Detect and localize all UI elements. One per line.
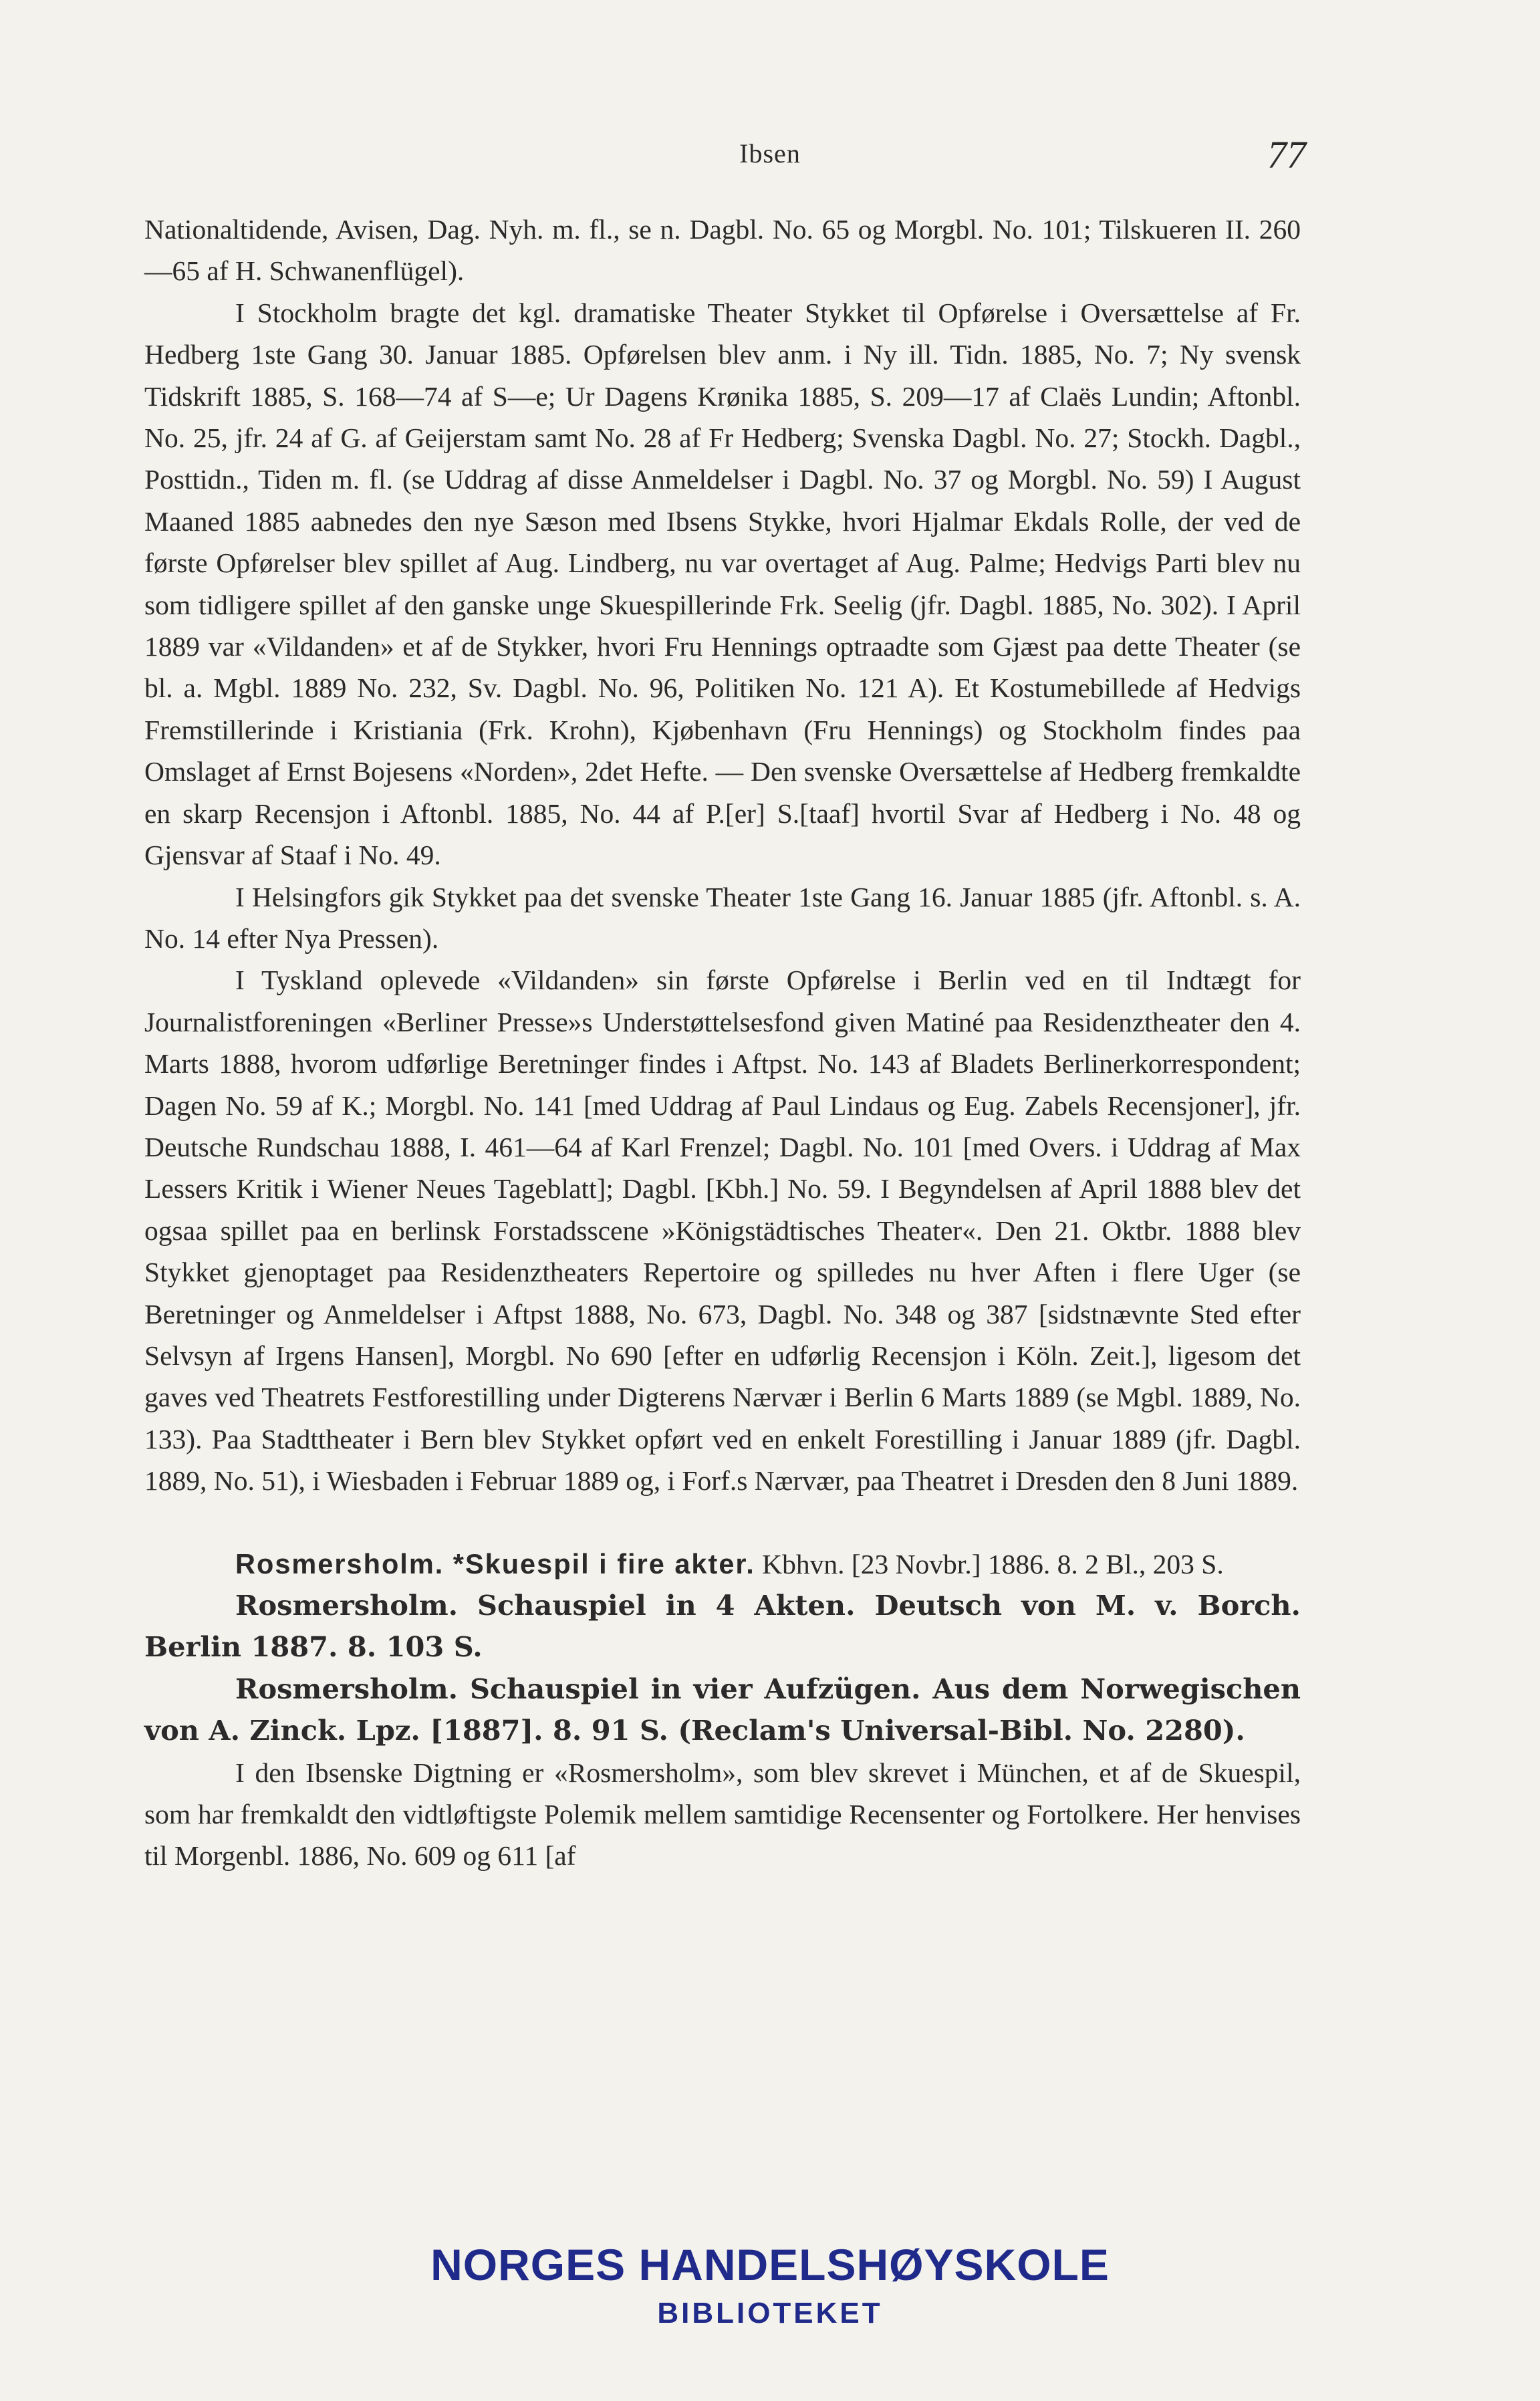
stamp-line-2: BIBLIOTEKET	[657, 2297, 883, 2329]
paragraph-helsingfors: I Helsingfors gik Stykket paa det svenske Theater 1ste Gang 16. Januar 1885 (jfr. Aftonbl. s. A. No. 14 efter Nya Pressen).	[144, 881, 1301, 954]
stamp-line-1: NORGES HANDELSHØYSKOLE	[430, 2240, 1110, 2289]
body-text	[144, 209, 1301, 1877]
page-number: 77	[1267, 133, 1306, 176]
paragraph-rosmersholm: I den Ibsenske Digtning er «Rosmersholm», som blev skrevet i München, et af de Skuespil, som har fremkaldt den vidtløftigste Polemik mellem samtidige Recensenter og Fortolkere. Her henvises til Morgenbl. 1886, No. 609 og 611 [af	[144, 1757, 1301, 1872]
entry-heading	[144, 1543, 1301, 1585]
entry-title: Rosmersholm. *Skuespil i fire akter.	[235, 1547, 755, 1579]
paragraph-tyskland: I Tyskland oplevede «Vildanden» sin første Opførelse i Berlin ved en til Indtægt for Journalistforeningen «Berliner Presse»s Understøttelsesfond given Matiné paa Residenztheater den 4. Marts 1888, hvorom udførlige Beretninger findes i Aftpst. No. 143 af Bladets Berlinerkorrespondent; Dagen No. 59 af K.; Morgbl. No. 141 [med Uddrag af Paul Lindaus og Eug. Zabels Recensjoner], jfr. Deutsche Rundschau 1888, I. 461—64 af Karl Frenzel; Dagbl. No. 101 [med Overs. i Uddrag af Max Lessers Kritik i Wiener Neues Tageblatt]; Dagbl. [Kbh.] No. 59. I Begyndelsen af April 1888 blev det ogsaa spillet paa en berlinsk Forstadsscene »Königstädtisches Theater«. Den 21. Oktbr. 1888 blev Stykket gjenoptaget paa Residenztheaters Repertoire og spilledes nu hver Aften i flere Uger (se Beretninger og Anmeldelser i Aftpst 1888, No. 673, Dagbl. No. 348 og 387 [sidstnævnte Sted efter Selvsyn af Irgens Hansen], Morgbl. No 690 [efter en udførlig Recensjon i Köln. Zeit.], ligesom det gaves ved Theatrets Festforestilling under Digterens Nærvær i Berlin 6 Marts 1889 (se Mgbl. 1889, No. 133). Paa Stadttheater i Bern blev Stykket opført ved en enkelt Forestilling i Januar 1889 (jfr. Dagbl. 1889, No. 51), i Wiesbaden i Februar 1889 og, i Forf.s Nærvær, paa Theatret i Dresden den 8 Juni 1889.	[144, 965, 1301, 1497]
translation-entry-borch: Rosmersholm. Schauspiel in 4 Akten. Deutsch von M. v. Borch. Berlin 1887. 8. 103 S.	[144, 1589, 1301, 1664]
translation-entry-zinck: Rosmersholm. Schauspiel in vier Aufzügen. Aus dem Norwegischen von A. Zinck. Lpz. [1887]. 8. 91 S. (Reclam's Universal-Bibl. No. 2280).	[144, 1672, 1301, 1747]
section-gap	[144, 1502, 1301, 1543]
paragraph-continuation: Nationaltidende, Avisen, Dag. Nyh. m. fl., se n. Dagbl. No. 65 og Morgbl. No. 101; Tilskueren II. 260—65 af H. Schwanenflügel).	[144, 214, 1301, 287]
entry-details: Kbhvn. [23 Novbr.] 1886. 8. 2 Bl., 203 S.	[762, 1548, 1224, 1579]
library-stamp	[0, 2239, 1540, 2330]
running-head: Ibsen	[739, 138, 801, 168]
paragraph-stockholm: I Stockholm bragte det kgl. dramatiske Theater Stykket til Opførelse i Oversættelse af Fr. Hedberg 1ste Gang 30. Januar 1885. Opførelsen blev anm. i Ny ill. Tidn. 1885, No. 7; Ny svensk Tidskrift 1885, S. 168—74 af S—e; Ur Dagens Krønika 1885, S. 209—17 af Claës Lundin; Aftonbl. No. 25, jfr. 24 af G. af Geijerstam samt No. 28 af Fr Hedberg; Svenska Dagbl. No. 27; Stockh. Dagbl., Posttidn., Tiden m. fl. (se Uddrag af disse Anmeldelser i Dagbl. No. 37 og Morgbl. No. 59) I August Maaned 1885 aabnedes den nye Sæson med Ibsens Stykke, hvori Hjalmar Ekdals Rolle, der ved de første Opførelser blev spillet af Aug. Lindberg, nu var overtaget af Aug. Palme; Hedvigs Parti blev nu som tidligere spillet af den ganske unge Skuespillerinde Frk. Seelig (jfr. Dagbl. 1885, No. 302). I April 1889 var «Vildanden» et af de Stykker, hvori Fru Hennings optraadte som Gjæst paa dette Theater (se bl. a. Mgbl. 1889 No. 232, Sv. Dagbl. No. 96, Politiken No. 121 A). Et Kostumebillede af Hedvigs Fremstillerinde i Kristiania (Frk. Krohn), Kjøbenhavn (Fru Hennings) og Stockholm findes paa Omslaget af Ernst Bojesens «Norden», 2det Hefte. — Den svenske Oversættelse af Hedberg fremkaldte en skarp Recensjon i Aftonbl. 1885, No. 44 af P.[er] S.[taaf] hvortil Svar af Hedberg i No. 48 og Gjensvar af Staaf i No. 49.	[144, 297, 1301, 871]
